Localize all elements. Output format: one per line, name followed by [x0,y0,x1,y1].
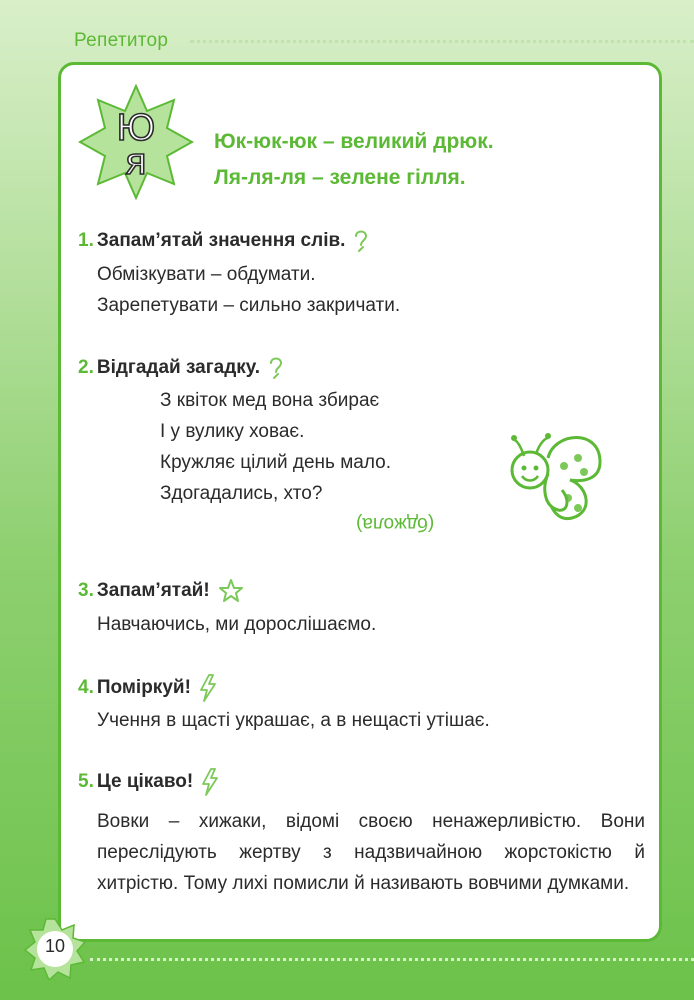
task-5-title [78,768,219,796]
task-4-heading: Поміркуй! [96,677,191,698]
lightning-icon [199,674,217,702]
page-number: 10 [44,936,66,956]
letter-star-icon [78,84,194,200]
letter-lower: я [125,141,147,183]
verse-line-2: Ля-ля-ля – зелене гілля. [214,166,466,189]
task-2-heading: Відгадай загадку. [96,357,260,378]
task-5-number: 5. [78,771,94,792]
butterfly-icon [508,428,610,524]
letter-upper: Ю [116,107,156,149]
task-3-title [78,578,244,604]
task-3-line-1: Навчаючись, ми дорослішаємо. [97,614,377,635]
verse-line-1: Юк-юк-юк – великий дрюк. [214,130,494,153]
task-5-text: Вовки – хижаки, відомі своєю ненажерливістю. Вони переслідують жертву з надзвичайною жорстокістю й хитрістю. Тому лихі помисли й називають вовчими думками. [97,811,645,894]
task-1-title [78,228,369,254]
question-icon [268,355,284,381]
task-2-number: 2. [78,357,94,378]
footer-divider [90,958,694,961]
task-4-number: 4. [78,677,94,698]
task-4-line-1: Учення в щасті украшає, а в нещасті утішає. [97,710,490,731]
task-1-line-1: Обмізкувати – обдумати. [97,264,316,285]
star-icon [218,578,244,604]
task-1-number: 1. [78,230,94,251]
task-1-heading: Запам’ятай значення слів. [96,230,346,251]
header-title: Репетитор [74,30,169,51]
task-4-title [78,674,217,702]
task-3-number: 3. [78,580,94,601]
task-1-line-2: Зарепетувати – сильно закричати. [97,295,401,316]
question-icon [353,228,369,254]
riddle-line-3: Кружляє цілий день мало. [160,452,391,473]
riddle-line-1: З квіток мед вона збирає [160,390,380,411]
riddle-line-2: І у вулику ховає. [160,421,305,442]
task-3-heading: Запам’ятай! [96,580,210,601]
lightning-icon [201,768,219,796]
task-2-title [78,355,284,381]
header-divider [190,40,694,43]
riddle-line-4: Здогадались, хто? [160,483,323,504]
riddle-answer-upside-down: (бджола) [356,513,435,534]
task-5-heading: Це цікаво! [96,771,194,792]
